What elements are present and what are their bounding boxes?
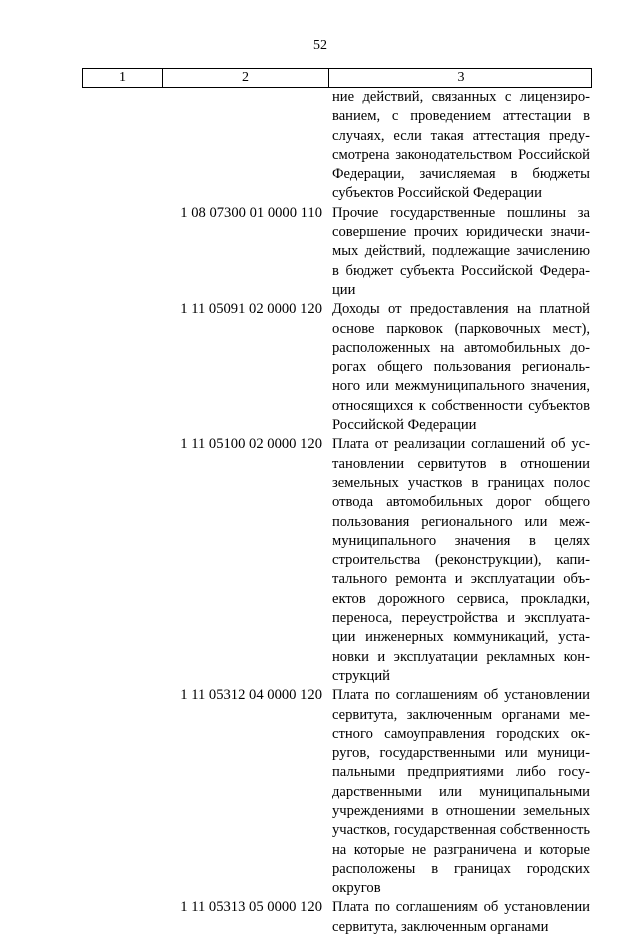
revenue-description: Плата по соглашениям об установлении сервитута, заключенным органами местного самоуправления городских округов, государственными или муниципальными предприятиями либо государственными или муниципальными учреждениями в отношении земельных участков, государственная собственность на которые не разграничена и которые расположены в границах городских округов <box>332 687 590 897</box>
table-row <box>82 686 592 898</box>
table-header-row <box>82 68 592 88</box>
page-number: 52 <box>313 38 327 53</box>
revenue-description: Прочие государственные пошлины за совершение прочих юридически значимых действий, подлежащие зачислению в бюджет субъекта Российской Федерации <box>332 204 590 298</box>
table-row <box>82 435 592 686</box>
revenue-description: ние действий, связанных с лицензированием, с проведением аттестации в случаях, если такая аттестация предусмотрена законодательством Российской Федерации, зачисляемая в бюджеты субъектов Российской Федерации <box>332 89 590 202</box>
revenue-description: Плата от реализации соглашений об установлении сервитутов в отношении земельных участков в границах полос отвода автомобильных дорог общего пользования регионального или межмуниципального значения в целях строительства (реконструкции), капитального ремонта и эксплуатации объектов дорожного сервиса, прокладки, переноса, переустройства и эксплуатации инженерных коммуникаций, установки и эксплуатации рекламных конструкций <box>332 436 590 684</box>
revenue-code <box>162 88 328 204</box>
column-header-2: 2 <box>163 69 329 87</box>
column-header-3: 3 <box>457 70 465 85</box>
revenue-code: 1 08 07300 01 0000 110 <box>180 204 322 221</box>
revenue-code: 1 11 05312 04 0000 120 <box>180 687 322 704</box>
table-row <box>82 898 592 937</box>
revenue-code: 1 11 05313 05 0000 120 <box>180 899 322 916</box>
revenue-code: 1 11 05100 02 0000 120 <box>180 436 322 453</box>
revenue-codes-table <box>82 68 592 937</box>
revenue-description: Доходы от предоставления на платной основе парковок (парковочных мест), расположенных на автомобильных дорогах общего пользования регионального или межмуниципального значения, относящихся к собственности субъектов Российской Федерации <box>332 301 590 434</box>
revenue-description: Плата по соглашениям об установлении сервитута, заключенным органами <box>332 899 590 935</box>
revenue-code: 1 11 05091 02 0000 120 <box>180 301 322 318</box>
table-row <box>82 204 592 300</box>
column-header-1: 1 <box>83 69 163 87</box>
table-row <box>82 88 592 204</box>
table-row <box>82 300 592 435</box>
